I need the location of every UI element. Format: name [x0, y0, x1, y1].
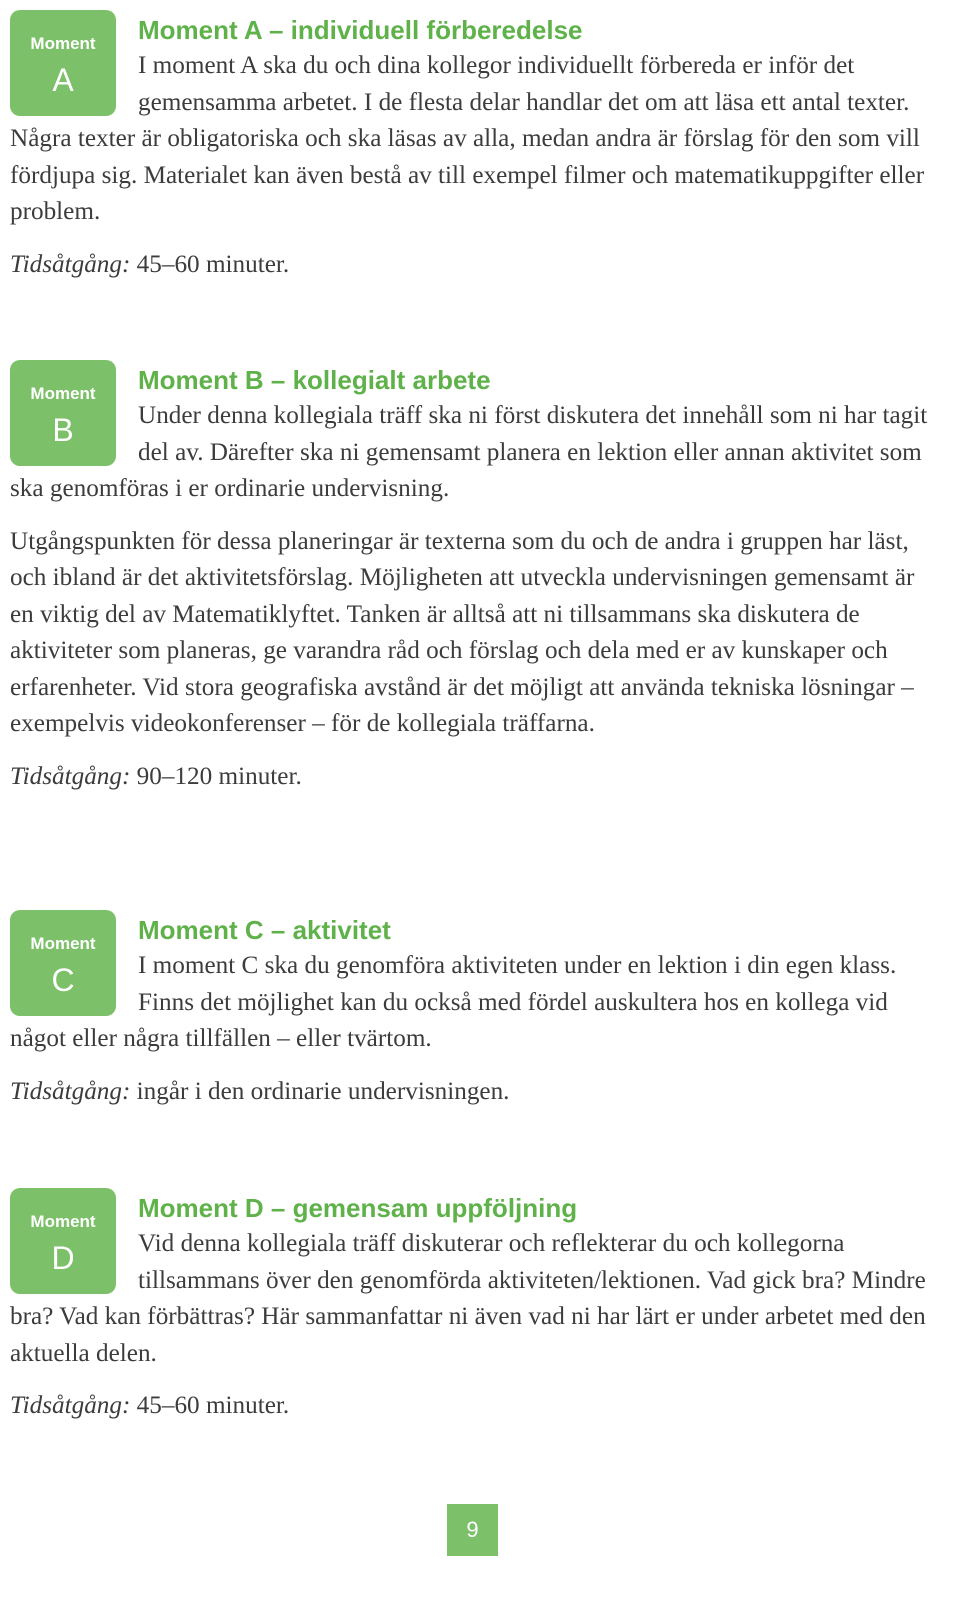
- moment-a-badge-letter: A: [52, 62, 74, 98]
- moment-b-heading: Moment B – kollegialt arbete: [138, 365, 491, 395]
- moment-b-badge: [10, 360, 116, 466]
- moment-a-time-value: 45–60 minuter.: [130, 250, 290, 278]
- moment-b-body: Under denna kollegiala träff ska ni först diskutera det innehåll som ni har tagit del av. Därefter ska ni gemensamt planera en lektion eller annan aktivitet som ska genomföras i er ordinarie undervisning.: [10, 402, 928, 502]
- moment-c-body: I moment C ska du genomföra aktiviteten under en lektion i din egen klass. Finns det möjlighet kan du också med fördel auskultera hos en kollega vid något eller några tillfällen – eller tvärtom.: [10, 952, 897, 1052]
- moment-d-heading: Moment D – gemensam uppföljning: [138, 1193, 578, 1223]
- page-number: 9: [447, 1504, 498, 1556]
- moment-b-time-value: 90–120 minuter.: [130, 762, 302, 790]
- moment-a-time: [10, 247, 940, 284]
- moment-c-badge-word: Moment: [30, 934, 96, 953]
- moment-d-badge-word: Moment: [30, 1212, 96, 1231]
- moment-d-body: Vid denna kollegiala träff diskuterar och reflekterar du och kollegorna tillsammans över den genomförda aktiviteten/lektionen. Vad gick bra? Mindre bra? Vad kan förbättras? Här sammanfattar ni även vad ni har lärt er under arbetet med den aktuella delen.: [10, 1230, 926, 1367]
- moment-a-heading: Moment A – individuell förberedelse: [138, 15, 583, 45]
- moment-b-time: [10, 759, 940, 796]
- moment-c-section: [10, 910, 940, 1110]
- moment-c-badge-letter: C: [51, 962, 75, 998]
- moment-b-section: [10, 360, 940, 795]
- moment-d-time-value: 45–60 minuter.: [130, 1392, 290, 1419]
- moment-a-badge-word: Moment: [30, 34, 96, 53]
- moment-c-time-label: Tidsåtgång:: [10, 1077, 131, 1105]
- moment-d-badge: [10, 1188, 116, 1294]
- moment-d-time-label: Tidsåtgång:: [10, 1392, 131, 1419]
- moment-c-heading: Moment C – aktivitet: [138, 915, 391, 945]
- moment-c-badge: [10, 910, 116, 1016]
- moment-a-badge: [10, 10, 116, 116]
- moment-d-time: [10, 1388, 940, 1425]
- moment-b-badge-letter: B: [52, 412, 74, 448]
- moment-a-body: I moment A ska du och dina kollegor individuellt förbereda er inför det gemensamma arbetet. I de flesta delar handlar det om att läsa ett antal texter. Några texter är obligatoriska och ska läsas av alla, medan andra är förslag för den som vill fördjupa sig. Materialet kan även bestå av till exempel filmer och matematikuppgifter eller problem.: [10, 52, 925, 225]
- moment-a-section: [10, 10, 940, 283]
- moment-b-time-label: Tidsåtgång:: [10, 762, 131, 790]
- moment-b-badge-word: Moment: [30, 384, 96, 403]
- moment-c-time: [10, 1074, 940, 1111]
- moment-b-extra-paragraph: Utgångspunkten för dessa planeringar är texterna som du och de andra i gruppen har läst, och ibland är det aktivitetsförslag. Möjligheten att utveckla undervisningen gemensamt är en viktig del av Matematiklyftet. Tanken är alltså att ni tillsammans ska diskutera de aktiviteter som planeras, ge varandra råd och förslag och dela med er av kunskaper och erfarenheter. Vid stora geografiska avstånd är det möjligt att använda tekniska lösningar – exempelvis videokonferenser – för de kollegiala träffarna.: [10, 527, 915, 737]
- moment-a-time-label: Tidsåtgång:: [10, 250, 131, 278]
- moment-d-section: [10, 1188, 940, 1425]
- moment-c-time-value: ingår i den ordinarie undervisningen.: [130, 1077, 510, 1105]
- moment-d-badge-letter: D: [51, 1240, 75, 1276]
